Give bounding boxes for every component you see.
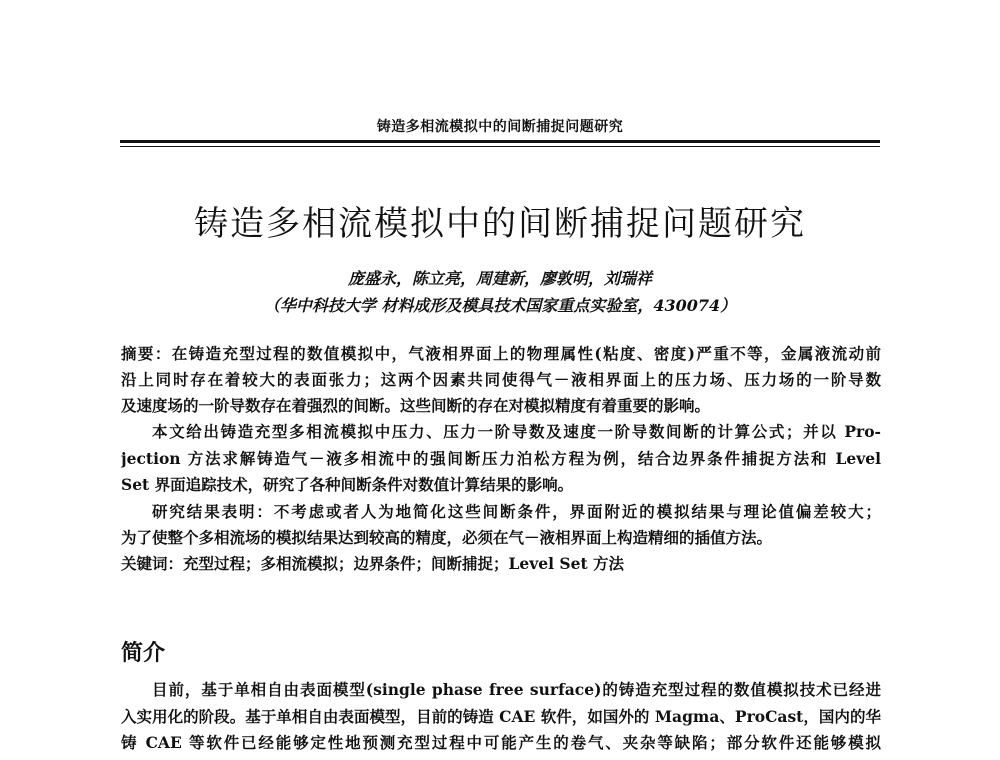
- abstract-line: Set 界面追踪技术，研究了各种间断条件对数值计算结果的影响。: [121, 475, 574, 494]
- abstract-line: 本文给出铸造充型多相流模拟中压力、压力一阶导数及速度一阶导数间断的计算公式；并以 Pro-: [152, 422, 881, 441]
- running-head: 铸造多相流模拟中的间断捕捉问题研究: [376, 119, 624, 135]
- abstract-line: 沿上同时存在着较大的表面张力；这两个因素共同使得气－液相界面上的压力场、压力场的一阶导数: [121, 370, 881, 389]
- abstract-line: 及速度场的一阶导数存在着强烈的间断。这些间断的存在对模拟精度有着重要的影响。: [121, 396, 711, 415]
- author-list: 庞盛永，陈立亮，周建新，廖敦明，刘瑞祥: [347, 269, 652, 288]
- keywords: 关键词：充型过程；多相流模拟；边界条件；间断捕捉；Level Set 方法: [121, 554, 625, 573]
- header-rule-thick: [120, 140, 880, 143]
- body-line: 目前，基于单相自由表面模型(single phase free surface)的铸造充型过程的数值模拟技术已经进: [152, 680, 881, 699]
- paper-title: 铸造多相流模拟中的间断捕捉问题研究: [194, 204, 806, 244]
- abstract-line: 研究结果表明：不考虑或者人为地简化这些间断条件，界面附近的模拟结果与理论值偏差较大；: [152, 502, 881, 521]
- affiliation: （华中科技大学 材料成形及模具技术国家重点实验室，430074）: [263, 296, 737, 315]
- abstract-line: 为了使整个多相流场的模拟结果达到较高的精度，必须在气－液相界面上构造精细的插值方法。: [121, 528, 773, 547]
- abstract-line: 摘要：在铸造充型过程的数值模拟中，气液相界面上的物理属性(粘度、密度)严重不等，金属液流动前: [121, 344, 881, 363]
- body-line: 铸 CAE 等软件已经能够定性地预测充型过程中可能产生的卷气、夹杂等缺陷；部分软件还能够模拟: [121, 733, 881, 752]
- header-rule-thin: [120, 146, 880, 147]
- section-heading-introduction: 简介: [121, 641, 166, 666]
- body-line: 入实用化的阶段。基于单相自由表面模型，目前的铸造 CAE 软件，如国外的 Magma、ProCast，国内的华: [121, 707, 881, 726]
- abstract-line: jection 方法求解铸造气－液多相流中的强间断压力泊松方程为例，结合边界条件捕捉方法和 Level: [121, 449, 881, 468]
